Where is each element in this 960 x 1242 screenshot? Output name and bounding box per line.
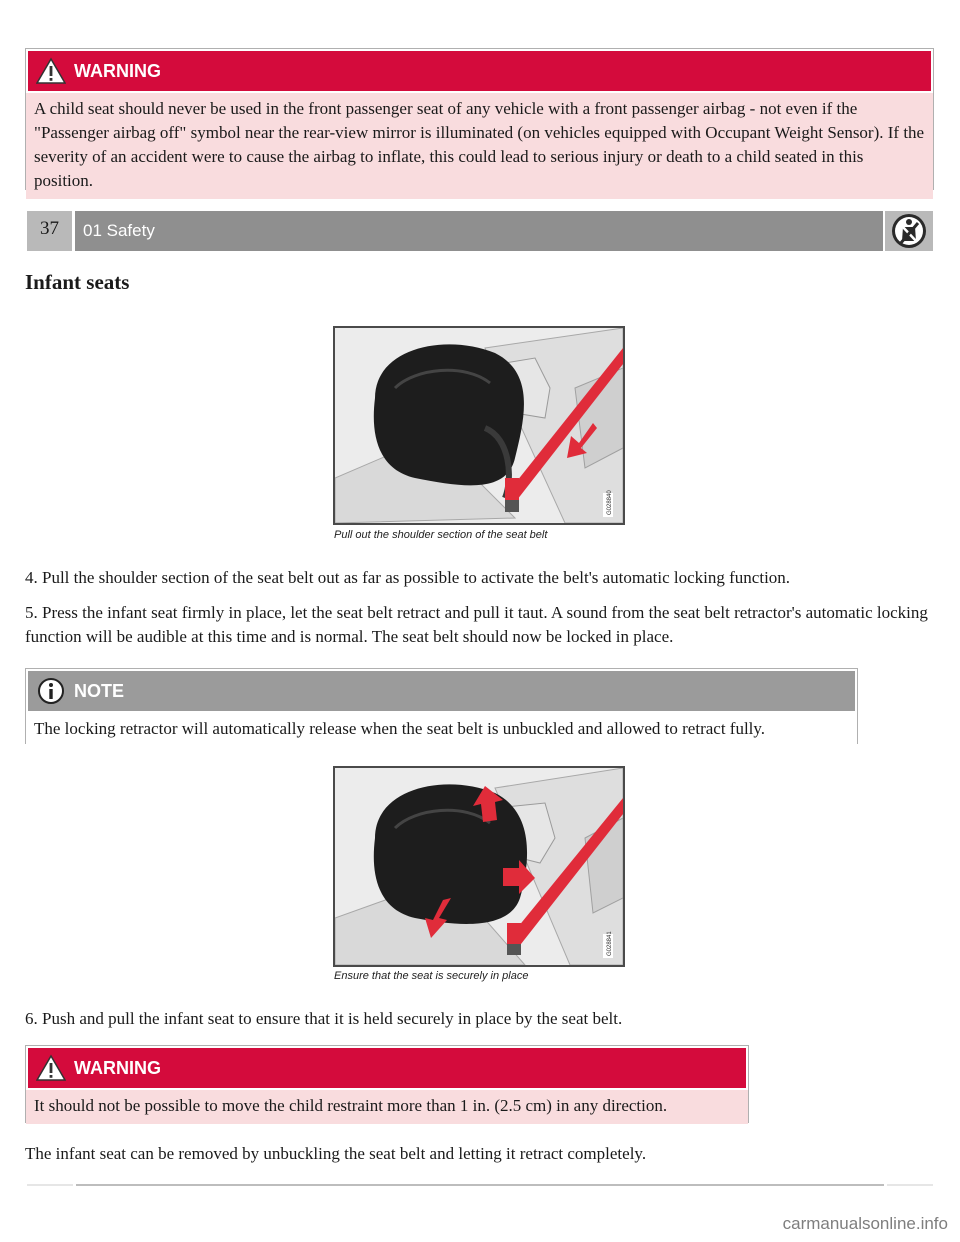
warning-text: A child seat should never be used in the front passenger seat of any vehicle with a front passenger airbag - not even if the "Passenger airbag off" symbol near the rear-view mirror is illuminated (on vehicles equipped with Occupant Weight Sensor). If the severity of an accident were to cause the airbag to inflate, this could lead to serious injury or death to a child seated in this position. (26, 93, 933, 199)
warning-triangle-icon (36, 57, 66, 85)
section-icon-box (885, 211, 933, 251)
step-6: 6. Push and pull the infant seat to ensure that it is held securely in place by the seat belt. (25, 1009, 623, 1028)
note-label: NOTE (74, 681, 125, 701)
page-heading: Infant seats (25, 270, 130, 294)
warning-header (28, 51, 931, 91)
step-4: 4. Pull the shoulder section of the seat belt out as far as possible to activate the belt's automatic locking function. (25, 568, 791, 587)
figure-code: G028841 (607, 931, 613, 956)
warning-triangle-icon (36, 1054, 66, 1082)
figure-caption: Ensure that the seat is securely in place (334, 970, 529, 982)
footer-divider (887, 1184, 933, 1186)
note-text: The locking retractor will automatically release when the seat belt is unbuckled and allowed to retract fully. (26, 713, 857, 747)
footer-divider (76, 1184, 884, 1186)
footer-divider (27, 1184, 73, 1186)
page-number: 37 (27, 211, 72, 251)
figure-caption: Pull out the shoulder section of the seat belt (334, 529, 548, 541)
seat-secure-illustration (335, 768, 623, 965)
section-bar (27, 211, 933, 251)
figure-secure-seat (333, 766, 625, 967)
step-5: 5. Press the infant seat firmly in place, let the seat belt retract and pull it taut. A sound from the seat belt retractor's automatic locking function will be audible at this time and is normal. The seat belt should now be locked in place. (25, 603, 928, 646)
figure-pull-belt (333, 326, 625, 525)
figure-code: G028840 (607, 490, 613, 515)
warning-box (25, 48, 934, 190)
note-header (28, 671, 855, 711)
warning-header (28, 1048, 746, 1088)
closing-text: The infant seat can be removed by unbuckling the seat belt and letting it retract completely. (25, 1144, 647, 1163)
warning-box (25, 1045, 749, 1123)
warning-label: WARNING (74, 1058, 161, 1078)
info-icon (36, 677, 66, 705)
warning-label: WARNING (74, 61, 161, 81)
seat-belt-illustration (335, 328, 623, 523)
warning-text: It should not be possible to move the child restraint more than 1 in. (2.5 cm) in any direction. (26, 1090, 748, 1124)
watermark: carmanualsonline.info (782, 1214, 948, 1233)
note-box (25, 668, 858, 744)
section-title: 01 Safety (75, 211, 883, 251)
seatbelt-icon (885, 211, 933, 251)
